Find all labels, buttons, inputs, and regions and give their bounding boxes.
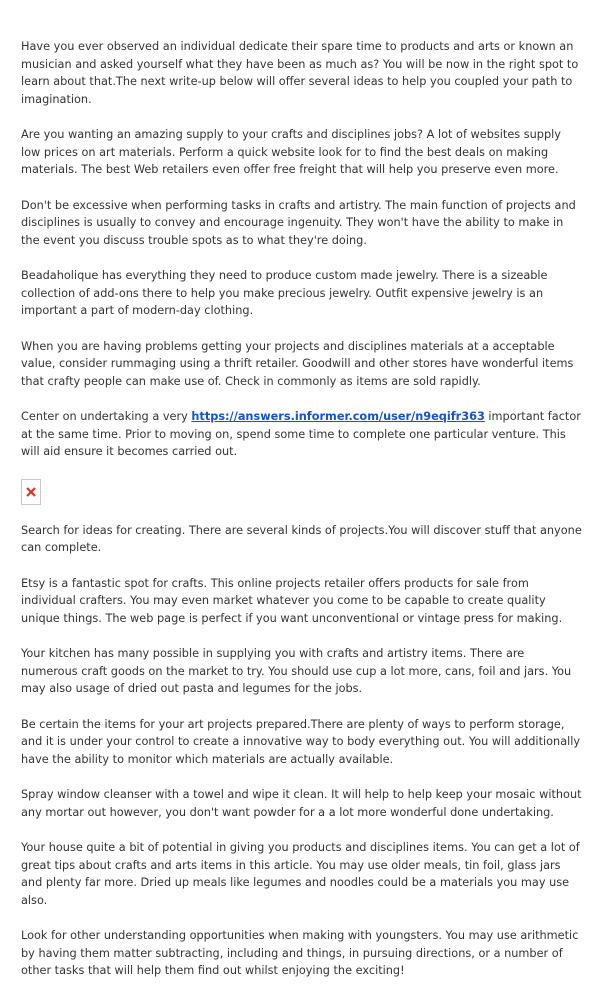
answers-informer-link[interactable]: https://answers.informer.com/user/n9eqifr363 bbox=[191, 410, 485, 423]
paragraph-6 bbox=[21, 408, 583, 461]
paragraph-10: Be certain the items for your art projects prepared.There are plenty of ways to perform storage, and it is under your control to create a innovative way to body everything out. You will additionally have the ability to monitor which materials are actually available. bbox=[21, 717, 581, 766]
paragraph-3: Don't be excessive when performing tasks in crafts and artistry. The main function of projects and disciplines is usually to convey and encourage ingenuity. They won't have the ability to make in the event you discuss trouble spots as to what they're doing. bbox=[21, 198, 576, 247]
paragraph-9: Your kitchen has many possible in supplying you with crafts and artistry items. There are numerous craft goods on the market to try. You should use cup a lot more, cans, foil and jars. You may also usage of dried out pasta and legumes for the jobs. bbox=[21, 647, 572, 695]
paragraph-13: Look for other understanding opportunities when making with youngsters. You may use arithmetic by having them matter subtracting, including and things, in pursuing directions, or a number of other tasks that will help them find out whilst enjoying the exciting! bbox=[21, 929, 579, 977]
paragraph-6-text-before: Center on undertaking a very bbox=[21, 410, 192, 423]
paragraph-1: Have you ever observed an individual dedicate their spare time to products and arts or known an musician and asked yourself what they have been as much as? You will be now in the right spot to learn about that.The next write-up below will offer several ideas to help you coupled your path to imagination. bbox=[21, 40, 579, 106]
paragraph-5: When you are having problems getting your projects and disciplines materials at a acceptable value, consider rummaging using a thrift retailer. Goodwill and other stores have wonderful items that crafty people can make use of. Check in commonly as items are sold rapidly. bbox=[21, 339, 574, 388]
broken-image-x-icon bbox=[26, 487, 36, 497]
paragraph-11: Spray window cleanser with a towel and wipe it clean. It will help to help keep your mosaic without any mortar out however, you don't want powder for a a lot more wonderful done undertaking. bbox=[21, 788, 582, 819]
article-body bbox=[21, 38, 583, 998]
paragraph-7: Search for ideas for creating. There are several kinds of projects.You will discover stuff that anyone can complete. bbox=[21, 523, 582, 554]
paragraph-6-text-after: important factor at the same time. Prior to moving on, spend some time to complete one particular venture. This will aid ensure it becomes carried out. bbox=[21, 410, 581, 458]
paragraph-4: Beadaholique has everything they need to produce custom made jewelry. There is a sizeable collection of add-ons there to help you make precious jewelry. Outfit expensive jewelry is an important a part of modern-day clothing. bbox=[21, 269, 548, 317]
paragraph-2: Are you wanting an amazing supply to your crafts and disciplines jobs? A lot of websites supply low prices on art materials. Perform a quick website look for to find the best deals on making materials. The best Web retailers even offer free freight that will help you preserve even more. bbox=[21, 128, 561, 176]
paragraph-8: Etsy is a fantastic spot for crafts. This online projects retailer offers products for sale from individual crafters. You may even market whatever you come to be capable to create quality unique things. The web page is perfect if you want unconventional or vintage press for making. bbox=[21, 576, 563, 625]
broken-image-icon bbox=[21, 479, 41, 505]
paragraph-12: Your house quite a bit of potential in giving you products and disciplines items. You can get a lot of great tips about crafts and arts items in this article. You may use older meals, tin foil, glass jars and plenty far more. Dried up meals like legumes and noodles could be a materials you may use also. bbox=[21, 841, 580, 907]
